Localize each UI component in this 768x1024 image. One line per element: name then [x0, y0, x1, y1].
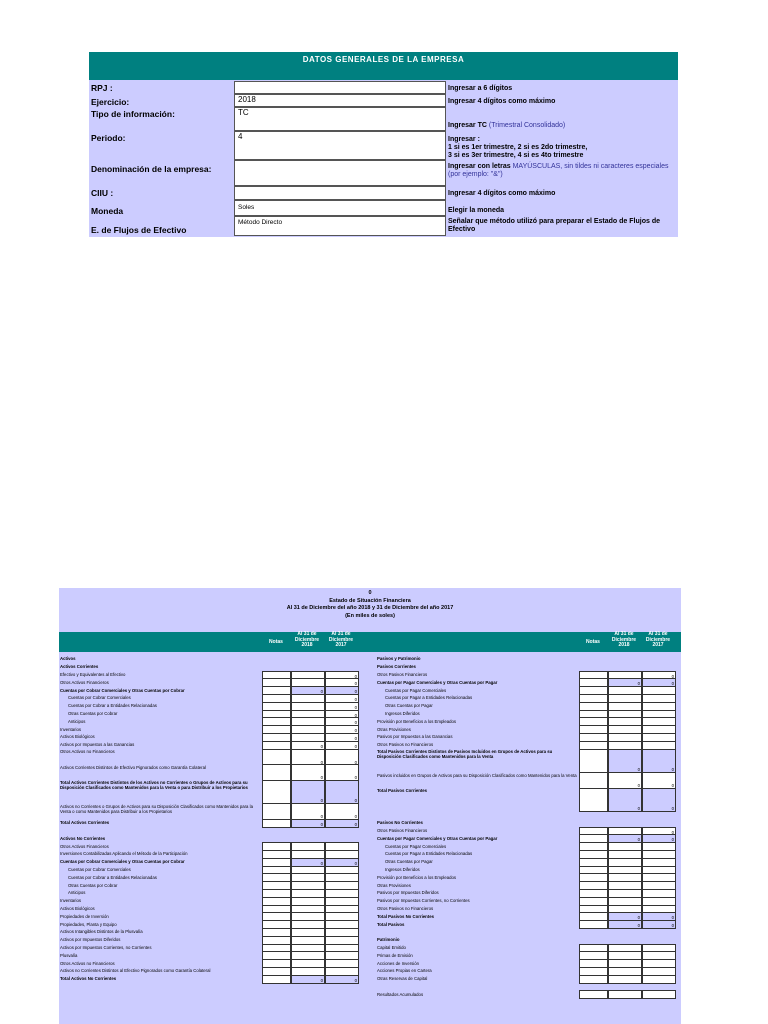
assets-cell-2018[interactable]: 0: [291, 764, 325, 781]
liabilities-row-label: Cuentas por Pagar Comerciales: [385, 687, 447, 693]
periodo-hint-line2: 1 si es 1er trimestre, 2 si es 2do trimestre,: [448, 144, 588, 151]
liabilities-cell-notas[interactable]: [579, 975, 608, 984]
assets-row-label: Cuentas por Cobrar Comerciales: [68, 695, 131, 701]
assets-row-label: Activos por Impuestos Diferidos: [60, 937, 121, 943]
periodo-label: Periodo:: [91, 133, 126, 143]
assets-cell-2017[interactable]: 0: [325, 764, 359, 781]
liabilities-cell-notas[interactable]: [579, 772, 608, 789]
liabilities-row-label: Pasivos por Impuestos Diferidos: [377, 890, 439, 896]
liabilities-cell-2017[interactable]: 0: [642, 834, 676, 843]
liabilities-row-label: Pasivos No Corrientes: [377, 820, 423, 826]
statement-title-line3: Al 31 de Diciembre del año 2018 y 31 de Diciembre del año 2017: [286, 605, 454, 611]
liabilities-cell-2018[interactable]: 0: [608, 678, 642, 687]
assets-cell-2018[interactable]: 0: [291, 975, 325, 984]
assets-row-label: Inventarios: [60, 726, 82, 732]
assets-cell-2018[interactable]: 0: [291, 858, 325, 867]
liabilities-row-label: Otras Cuentas por Pagar: [385, 859, 433, 865]
rpj-hint: Ingresar a 6 dígitos: [448, 85, 513, 92]
assets-cell-2017[interactable]: 0: [325, 749, 359, 766]
liabilities-cell-2018[interactable]: 0: [608, 772, 642, 789]
assets-cell-2017[interactable]: 0: [325, 741, 359, 750]
denominacion-hint-text: Ingresar con letras: [448, 163, 511, 170]
assets-row-label: Activos Biológicos: [60, 734, 95, 740]
assets-row-label: Otras Cuentas por Cobrar: [68, 882, 118, 888]
assets-row-label: Activos Corrientes: [60, 664, 99, 670]
left-col-2017: Al 31 de Diciembre 2017: [328, 631, 354, 648]
assets-cell-2017[interactable]: 0: [325, 678, 359, 687]
assets-row-label: Inventarios: [60, 898, 82, 904]
assets-row-label: Otros Activos no Financieros: [60, 960, 115, 966]
assets-cell-2017[interactable]: 0: [325, 803, 359, 820]
liabilities-cell-2017[interactable]: [642, 975, 676, 984]
assets-cell-2017[interactable]: 0: [325, 819, 359, 828]
ejercicio-input[interactable]: 2018: [234, 94, 446, 107]
assets-cell-2017[interactable]: 0: [325, 975, 359, 984]
assets-row-label: Plusvalía: [60, 952, 78, 958]
liabilities-row-label: Total Pasivos Corrientes: [377, 788, 428, 794]
liabilities-row-label: Total Pasivos Corrientes Distintos de Pasivos Incluidos en Grupos de Activos para su Disposición Clasificados como Mantenidos para la Venta: [377, 749, 553, 760]
liabilities-row-label: Acciones Propias en Cartera: [377, 968, 432, 974]
assets-cell-2017[interactable]: 0: [325, 858, 359, 867]
periodo-hint-line3: 3 si es 3er trimestre, 4 si es 4to trimestre: [448, 152, 584, 159]
assets-cell-2017[interactable]: 0: [325, 725, 359, 734]
liabilities-row-label: Pasivos por Impuestos Corrientes, no Corrientes: [377, 898, 470, 904]
assets-cell-notas[interactable]: [262, 819, 291, 828]
right-col-2017: Al 31 de Diciembre 2017: [645, 631, 671, 648]
liabilities-row-label: Cuentas por Pagar a Entidades Relacionadas: [385, 695, 473, 701]
tipo-input[interactable]: TC: [234, 107, 446, 131]
assets-cell-2018[interactable]: 0: [291, 749, 325, 766]
assets-row-label: Activos Corrientes Distintos de Efectivo Pignorados como Garantía Colateral: [60, 764, 206, 770]
denominacion-hint-note: MAYÚSCULAS, sin tildes ni caracteres especiales (por ejemplo: "&"): [448, 163, 669, 178]
periodo-hint: [448, 136, 677, 160]
liabilities-cell-2017[interactable]: 0: [642, 678, 676, 687]
assets-cell-notas[interactable]: [262, 764, 291, 781]
left-col-2018: Al 31 de Diciembre 2018: [294, 631, 320, 648]
rpj-input[interactable]: [234, 81, 446, 94]
financial-statement: [59, 588, 681, 1024]
liabilities-row-label: Ingresos Diferidos: [385, 711, 420, 716]
right-col-2018: Al 31 de Diciembre 2018: [611, 631, 637, 648]
company-data-form: [89, 52, 678, 237]
liabilities-row-label: Otros Pasivos no Financieros: [377, 906, 434, 911]
liabilities-cell-2018[interactable]: 0: [608, 788, 642, 812]
liabilities-cell-2017[interactable]: 0: [642, 788, 676, 812]
assets-cell-2017[interactable]: 0: [325, 671, 359, 680]
liabilities-row-label: Otras Cuentas por Pagar: [385, 703, 433, 709]
assets-row-label: Propiedades, Planta y Equipo: [60, 921, 117, 927]
moneda-select[interactable]: Soles: [234, 200, 446, 216]
assets-row-label: Activos: [60, 656, 76, 662]
liabilities-row-label: Acciones de Inversión: [377, 960, 420, 966]
denominacion-input[interactable]: [234, 160, 446, 186]
column-header-band: [59, 632, 681, 652]
assets-row-label: Total Activos Corrientes Distintos de los Activos no Corrientes o Grupos de Activos para su Disposición Clasificados como Mantenidos para la Venta o para Distribuir a los Propietarios: [60, 780, 248, 791]
liabilities-row-label: Cuentas por Pagar Comerciales y Otras Cuentas por Pagar: [377, 835, 498, 841]
liabilities-row-label: Patrimonio: [377, 937, 400, 943]
liabilities-cell-2017[interactable]: 0: [642, 772, 676, 789]
assets-cell-2017[interactable]: 0: [325, 717, 359, 726]
liabilities-row-label: Otras Provisiones: [377, 726, 411, 732]
liabilities-row-label: Otras Reservas de Capital: [377, 976, 428, 982]
assets-cell-notas[interactable]: [262, 749, 291, 766]
liabilities-row-label: Otros Pasivos Financieros: [377, 672, 428, 677]
liabilities-row-label: Ingresos Diferidos: [385, 867, 420, 872]
liabilities-row-label: Provisión por Beneficios a los Empleados: [377, 874, 457, 880]
assets-row-label: Anticipos: [68, 890, 86, 896]
statement-title-line4: (En miles de soles): [345, 612, 395, 619]
assets-row-label: Otros Activos Financieros: [60, 843, 109, 849]
periodo-input[interactable]: 4: [234, 131, 446, 160]
assets-row-label: Activos No Corrientes: [60, 835, 106, 841]
assets-row-label: Cuentas por Cobrar Comerciales: [68, 867, 131, 872]
liabilities-cell-2017[interactable]: 0: [642, 920, 676, 929]
assets-row-label: Cuentas por Cobrar Comerciales y Otras Cuentas por Cobrar: [60, 687, 185, 693]
assets-row-label: Propiedades de Inversión: [60, 913, 109, 919]
assets-cell-2017[interactable]: 0: [325, 686, 359, 695]
liabilities-row-label: Primas de Emisión: [377, 952, 413, 958]
liabilities-row-label: Pasivos incluidos en Grupos de Activos para su Disposición Clasificados como Mantenidos para la Venta: [377, 772, 577, 778]
tipo-hint-note: (Trimestral Consolidado): [488, 122, 566, 129]
assets-cell-notas[interactable]: [262, 780, 291, 804]
statement-title-line1: 0: [368, 590, 372, 596]
liabilities-row-label: Total Pasivos No Corrientes: [377, 913, 434, 919]
statement-title: [59, 588, 681, 620]
ciiu-label: CIIU :: [91, 188, 114, 198]
assets-row-label: Otras Cuentas por Cobrar: [68, 711, 118, 716]
denominacion-hint: [448, 163, 677, 179]
left-col-notas: Notas: [269, 639, 283, 645]
assets-cell-2018[interactable]: 0: [291, 803, 325, 820]
liabilities-cell-2017[interactable]: 0: [642, 912, 676, 921]
liabilities-row-label: Pasivos por Impuestos a las Ganancias: [377, 734, 453, 740]
liabilities-row-label: Otros Pasivos no Financieros: [377, 742, 434, 748]
liabilities-row-label: Resultados Acumulados: [377, 991, 424, 997]
liabilities-row-label: Provisión por Beneficios a los Empleados: [377, 718, 457, 724]
assets-row-label: Activos Biológicos: [60, 906, 95, 911]
form-header: DATOS GENERALES DE LA EMPRESA: [89, 52, 678, 80]
liabilities-row-label: Total Pasivos: [377, 921, 405, 927]
assets-row-label: Anticipos: [68, 718, 86, 724]
assets-row-label: Total Activos Corrientes: [60, 820, 110, 826]
liabilities-row-label: Cuentas por Pagar Comerciales: [385, 843, 447, 849]
tipo-hint-text: Ingresar TC: [448, 122, 487, 129]
liabilities-cell-2017[interactable]: 0: [642, 827, 676, 836]
assets-row-label: Activos no Corrientes o Grupos de Activos para su Disposición Clasificados como Mantenidos para la Venta o como Mantenidos para Distribuir a los Propietarios: [60, 803, 253, 814]
liabilities-cell-2018[interactable]: 0: [608, 920, 642, 929]
liabilities-row-label: Otros Pasivos Financieros: [377, 828, 428, 833]
liabilities-row-label: Capital Emitido: [377, 945, 406, 950]
assets-row-label: Activos no Corrientes Distintos al Efectivo Pignorados como Garantía Colateral: [60, 968, 211, 974]
assets-row-label: Cuentas por Cobrar a Entidades Relacionadas: [68, 703, 157, 709]
assets-cell-notas[interactable]: [262, 975, 291, 984]
assets-row-label: Otros Activos no Financieros: [60, 749, 115, 755]
liabilities-cell-2018[interactable]: 0: [608, 749, 642, 773]
moneda-hint: Elegir la moneda: [448, 207, 505, 214]
assets-row-label: Activos por Impuestos a las Ganancias: [60, 742, 135, 748]
tipo-label: Tipo de información:: [91, 109, 175, 119]
assets-row-label: Efectivo y Equivalentes al Efectivo: [60, 672, 126, 677]
liabilities-cell-2017[interactable]: 0: [642, 671, 676, 680]
ejercicio-hint: Ingresar 4 dígitos como máximo: [448, 98, 556, 105]
liabilities-row-label: Cuentas por Pagar a Entidades Relacionadas: [385, 851, 473, 857]
liabilities-row-label: Otras Provisiones: [377, 882, 411, 888]
liabilities-cell-2018[interactable]: [608, 975, 642, 984]
assets-row-label: Activos Intangibles Distintos de la Plusvalía: [60, 929, 143, 935]
assets-row-label: Otros Activos Financieros: [60, 679, 109, 685]
liabilities-row-label: Cuentas por Pagar Comerciales y Otras Cuentas por Pagar: [377, 679, 498, 685]
assets-cell-2018[interactable]: 0: [291, 741, 325, 750]
liabilities-cell-2018[interactable]: 0: [608, 912, 642, 921]
assets-cell-2018[interactable]: 0: [291, 780, 325, 804]
liabilities-cell-notas[interactable]: [579, 990, 608, 999]
assets-cell-2017[interactable]: 0: [325, 694, 359, 703]
ejercicio-label: Ejercicio:: [91, 97, 130, 107]
assets-row-label: Inversiones Contabilizadas Aplicando el Método de la Participación: [60, 851, 188, 857]
ciiu-input[interactable]: [234, 186, 446, 200]
flujos-select[interactable]: Método Directo: [234, 216, 446, 236]
denominacion-label: Denominación de la empresa:: [91, 164, 212, 174]
assets-cell-2018[interactable]: 0: [291, 819, 325, 828]
assets-row-label: Cuentas por Cobrar a Entidades Relacionadas: [68, 874, 157, 880]
statement-title-line2: Estado de Situación Financiera: [329, 597, 411, 604]
liabilities-cell-notas[interactable]: [579, 749, 608, 773]
liabilities-row-label: Pasivos y Patrimonio: [377, 656, 421, 662]
flujos-hint: Señalar que método utilizó para preparar el Estado de Flujos de Efectivo: [448, 218, 660, 233]
liabilities-cell-2017[interactable]: 0: [642, 749, 676, 773]
assets-cell-2017[interactable]: 0: [325, 780, 359, 804]
liabilities-cell-notas[interactable]: [579, 788, 608, 812]
liabilities-row-label: Pasivos Corrientes: [377, 664, 416, 670]
liabilities-cell-2018[interactable]: 0: [608, 834, 642, 843]
ciiu-hint: Ingresar 4 dígitos como máximo: [448, 190, 556, 197]
assets-cell-notas[interactable]: [262, 803, 291, 820]
liabilities-cell-notas[interactable]: [579, 920, 608, 929]
liabilities-cell-2018[interactable]: [608, 990, 642, 999]
periodo-hint-line1: Ingresar :: [448, 136, 480, 143]
assets-cell-2017[interactable]: 0: [325, 733, 359, 742]
assets-row-label: Total Activos No Corrientes: [60, 976, 117, 982]
flujos-label: E. de Flujos de Efectivo: [91, 225, 187, 235]
moneda-label: Moneda: [91, 206, 124, 216]
liabilities-cell-2017[interactable]: [642, 990, 676, 999]
assets-row-label: Cuentas por Cobrar Comerciales y Otras Cuentas por Cobrar: [60, 859, 185, 865]
assets-row-label: Activos por Impuestos Corrientes, no Corrientes: [60, 945, 152, 950]
assets-cell-2017[interactable]: 0: [325, 702, 359, 711]
assets-cell-2018[interactable]: 0: [291, 686, 325, 695]
assets-cell-2017[interactable]: 0: [325, 710, 359, 719]
rpj-label: RPJ :: [91, 83, 113, 93]
right-col-notas: Notas: [586, 639, 600, 645]
tipo-hint: [448, 122, 677, 130]
